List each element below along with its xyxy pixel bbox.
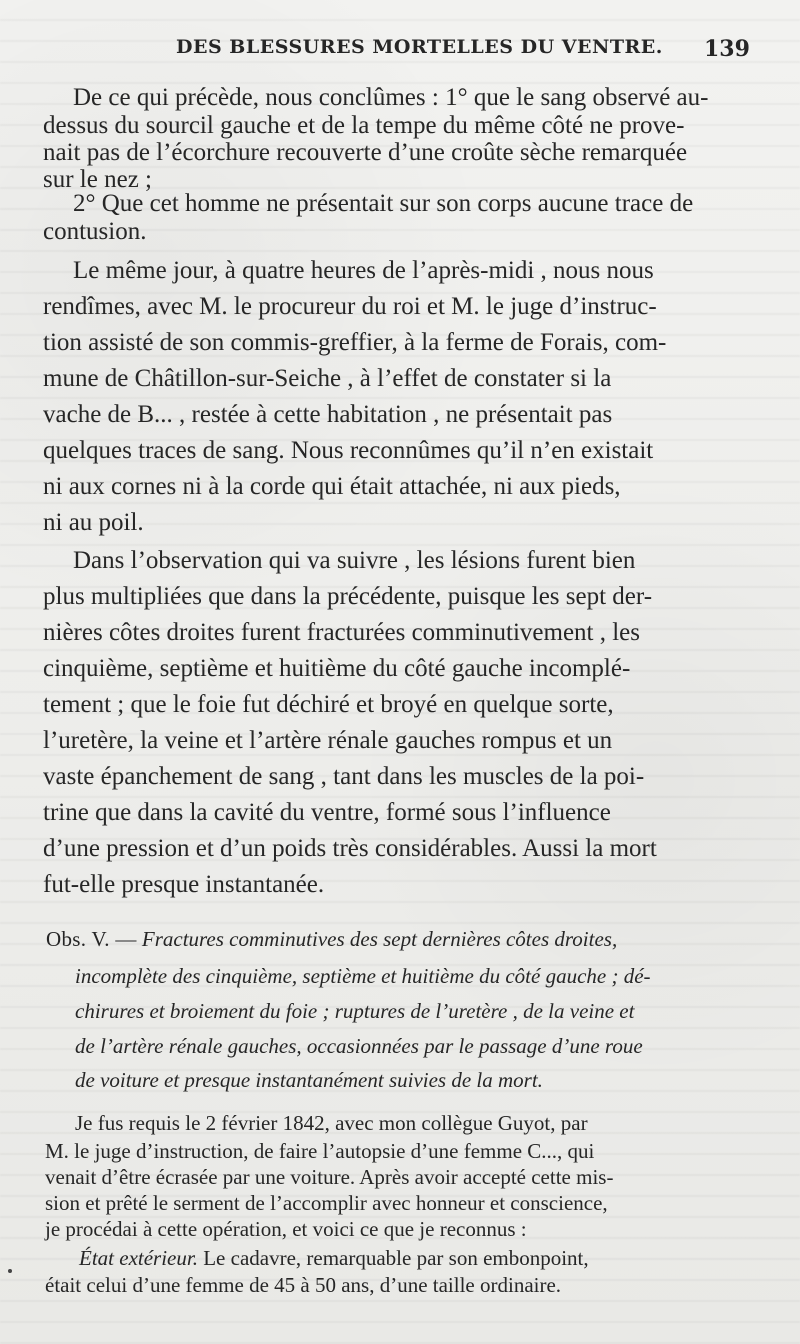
body-line: plus multipliées que dans la précédente, puisque les sept der-: [43, 583, 653, 610]
body-line: vache de B... , restée à cette habitation , ne présentait pas: [43, 401, 613, 428]
body-line: contusion.: [43, 218, 147, 245]
body-line: trine que dans la cavité du ventre, formé sous l’influence: [43, 799, 611, 826]
observation-heading: [46, 929, 617, 950]
body-line: De ce qui précède, nous conclûmes : 1° que le sang observé au-: [73, 84, 709, 111]
state-line-rest: Le cadavre, remarquable par son embonpoint,: [203, 1246, 589, 1270]
page-number: 139: [704, 36, 750, 62]
body-line: d’une pression et d’un poids très considérables. Aussi la mort: [43, 835, 657, 862]
narrative-line: M. le juge d’instruction, de faire l’autopsie d’une femme C..., qui: [45, 1139, 595, 1163]
body-line: vaste épanchement de sang , tant dans les muscles de la poi-: [43, 763, 645, 790]
narrative-line: je procédai à cette opération, et voici ce que je reconnus :: [45, 1217, 527, 1241]
body-line: Dans l’observation qui va suivre , les lésions furent bien: [73, 547, 636, 574]
body-line: ni au poil.: [43, 509, 144, 536]
body-line: Le même jour, à quatre heures de l’après-midi , nous nous: [73, 257, 654, 284]
body-line: sur le nez ;: [43, 166, 152, 193]
observation-title-line: de l’artère rénale gauches, occasionnées par le passage d’une roue: [75, 1034, 643, 1058]
observation-title-line: chirures et broiement du foie ; ruptures de l’uretère , de la veine et: [75, 999, 635, 1023]
body-line: quelques traces de sang. Nous reconnûmes qu’il n’en existait: [43, 437, 654, 464]
body-line: fut-elle presque instantanée.: [43, 871, 325, 898]
body-line: l’uretère, la veine et l’artère rénale gauches rompus et un: [43, 727, 613, 754]
body-line: tement ; que le foie fut déchiré et broyé en quelque sorte,: [43, 691, 614, 718]
body-line: nières côtes droites furent fracturées comminutivement , les: [43, 619, 641, 646]
observation-title-line: incomplète des cinquième, septième et huitième du côté gauche ; dé-: [75, 964, 651, 988]
body-line: nait pas de l’écorchure recouverte d’une croûte sèche remarquée: [43, 139, 688, 166]
body-line: tion assisté de son commis-greffier, à la ferme de Forais, com-: [43, 329, 667, 356]
observation-title-line: Fractures comminutives des sept dernières côtes droites,: [141, 927, 618, 951]
body-line: cinquième, septième et huitième du côté gauche incomplé-: [43, 655, 631, 682]
body-line: dessus du sourcil gauche et de la tempe du même côté ne prove-: [43, 112, 685, 139]
observation-label: Obs. V. —: [46, 927, 137, 951]
margin-mark: [8, 1269, 12, 1273]
narrative-line: venait d’être écrasée par une voiture. Après avoir accepté cette mis-: [45, 1165, 614, 1189]
body-line: mune de Châtillon-sur-Seiche , à l’effet de constater si la: [43, 365, 612, 392]
state-line: [79, 1248, 589, 1269]
state-line-label: État extérieur.: [79, 1246, 198, 1270]
final-line: était celui d’une femme de 45 à 50 ans, d’une taille ordinaire.: [45, 1273, 562, 1297]
running-title: DES BLESSURES MORTELLES DU VENTRE.: [176, 36, 663, 58]
observation-title-line: de voiture et presque instantanément suivies de la mort.: [75, 1068, 543, 1092]
narrative-line: Je fus requis le 2 février 1842, avec mon collègue Guyot, par: [75, 1111, 588, 1135]
narrative-line: sion et prêté le serment de l’accomplir avec honneur et conscience,: [45, 1191, 608, 1215]
body-line: ni aux cornes ni à la corde qui était attachée, ni aux pieds,: [43, 473, 621, 500]
body-line: 2° Que cet homme ne présentait sur son corps aucune trace de: [73, 190, 694, 217]
body-line: rendîmes, avec M. le procureur du roi et M. le juge d’instruc-: [43, 293, 657, 320]
